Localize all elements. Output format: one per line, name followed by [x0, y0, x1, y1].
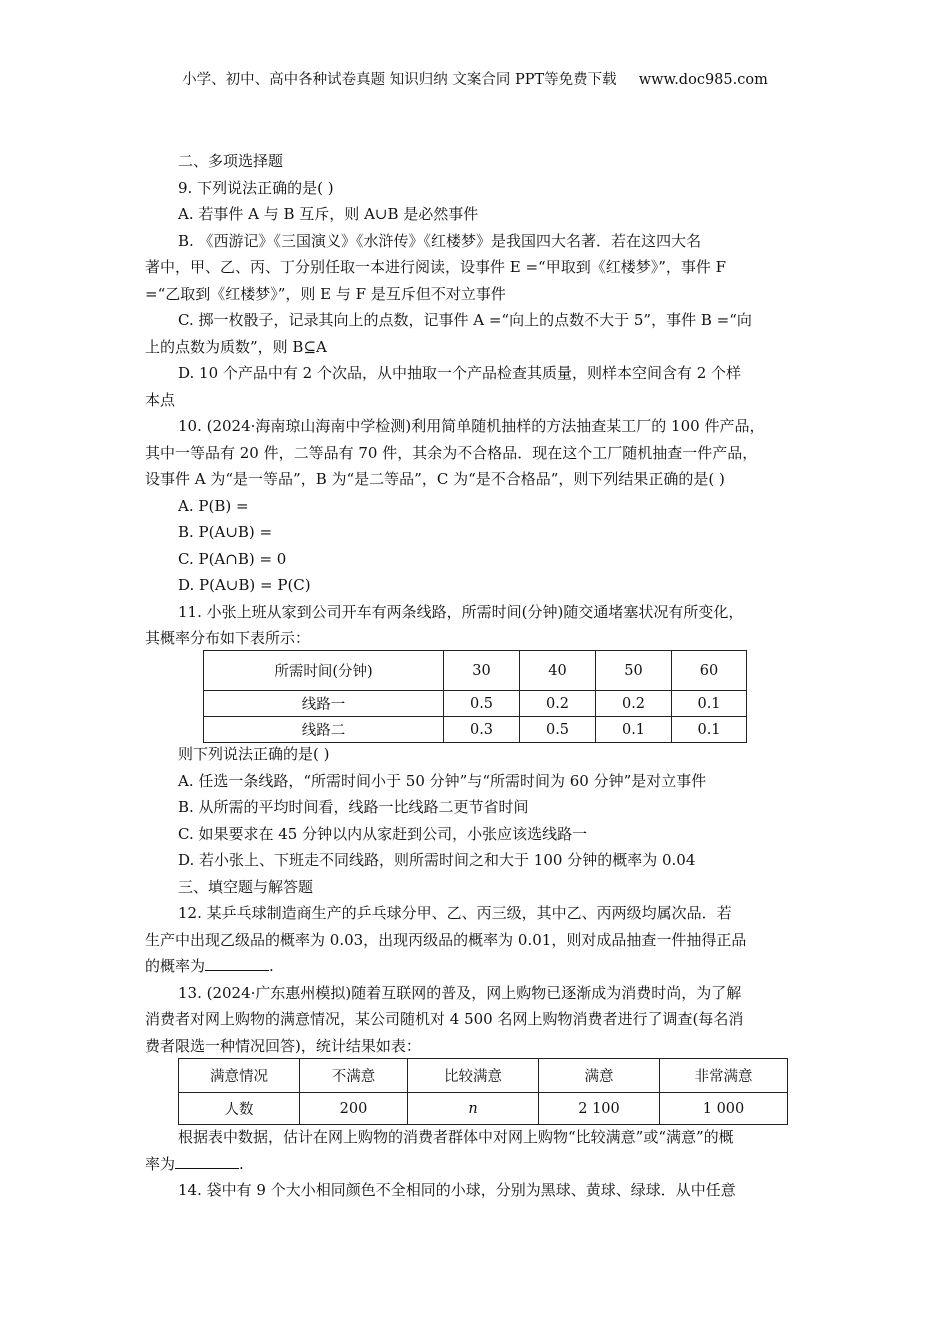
table-header-row	[179, 1059, 788, 1093]
q13-stem: 费者限选一种情况回答)，统计结果如表：	[145, 1036, 421, 1055]
q9-option-d: D. 10 个产品中有 2 个次品，从中抽取一个产品检查其质量，则样本空间含有 2 个样	[178, 364, 742, 382]
table-cell: 满意情况	[179, 1059, 300, 1093]
answer-blank[interactable]	[175, 1152, 239, 1169]
table-cell: 30	[444, 651, 520, 691]
q11-table	[203, 650, 747, 743]
table-cell: 0.2	[596, 691, 672, 717]
q13-text: 率为	[145, 1154, 176, 1173]
q9-stem: 9. 下列说法正确的是( )	[178, 178, 334, 197]
table-cell: 0.1	[596, 717, 672, 743]
questions-part-1	[145, 148, 807, 652]
table-cell: 线路二	[204, 717, 444, 743]
table-cell: 1 000	[660, 1093, 788, 1125]
table-cell: 60	[672, 651, 747, 691]
q9-option-b: 著中，甲、乙、丙、丁分别任取一本进行阅读，设事件 E =“甲取到《红楼梦》”，事件 F	[145, 258, 727, 276]
q13-table	[178, 1058, 788, 1125]
table-cell: 0.5	[520, 717, 596, 743]
q10-option-a: A. P(B) =	[178, 496, 249, 515]
table-header-row	[204, 651, 747, 691]
q10-option-c: C. P(A∩B) = 0	[178, 549, 287, 568]
page-header	[0, 68, 950, 89]
section-heading: 二、多项选择题	[178, 152, 284, 170]
q13-stem: 13. (2024·广东惠州模拟)随着互联网的普及，网上购物已逐渐成为消费时尚，为了解	[178, 983, 742, 1002]
table-cell: 50	[596, 651, 672, 691]
header-text: 小学、初中、高中各种试卷真题 知识归纳 文案合同 PPT等免费下载	[182, 72, 617, 88]
q11-stem: 11. 小张上班从家到公司开车有两条线路，所需时间(分钟)随交通堵塞状况有所变化，	[178, 602, 744, 621]
q10-option-d: D. P(A∪B) = P(C)	[178, 576, 311, 594]
q10-option-b: B. P(A∪B) =	[178, 523, 273, 541]
table-cell: 不满意	[300, 1059, 408, 1093]
table-cell: n	[408, 1093, 539, 1125]
q10-stem: 10. (2024·海南琼山海南中学检测)利用简单随机抽样的方法抽查某工厂的 100 件产品，	[178, 417, 765, 435]
table-row	[204, 717, 747, 743]
q10-stem: 设事件 A 为“是一等品”，B 为“是二等品”，C 为“是不合格品”，则下列结果正确的是( )	[145, 470, 725, 488]
table-cell: 人数	[179, 1093, 300, 1125]
q11-option-a: A. 任选一条线路，“所需时间小于 50 分钟”与“所需时间为 60 分钟”是对立事件	[178, 771, 707, 790]
table-cell: 所需时间(分钟)	[204, 651, 444, 691]
q13-stem: 消费者对网上购物的满意情况，某公司随机对 4 500 名网上购物消费者进行了调查(每名消	[145, 1010, 744, 1028]
table-cell: 非常满意	[660, 1059, 788, 1093]
questions-part-3: 根据表中数据，估计在网上购物的消费者群体中对网上购物“比较满意”或“满意”的概 率为 . 14. 袋中有 9 个大小相同颜色不全相同的小球，分别为黑球、黄球、绿球．从中任意	[145, 1124, 807, 1204]
table-cell: 2 100	[539, 1093, 660, 1125]
table-row	[204, 691, 747, 717]
table-cell: 0.3	[444, 717, 520, 743]
q14-stem: 14. 袋中有 9 个大小相同颜色不全相同的小球，分别为黑球、黄球、绿球．从中任意	[178, 1181, 736, 1199]
table-cell: 200	[300, 1093, 408, 1125]
table-cell: 0.1	[672, 691, 747, 717]
questions-part-2: 则下列说法正确的是( ) A. 任选一条线路，“所需时间小于 50 分钟”与“所需时间为 60 分钟”是对立事件 B. 从所需的平均时间看，线路一比线路二更节省时间 C. 如果要求在 45 分钟以内从家赶到公司，小张应该选线路一 D. 若小张上、下班走不同线路，则所需时间之和大于 100 分钟的概率为 0.04 三、填空题与解答题 12. 某乒乓球制造商生产的乒乓球分甲、乙、丙三级，其中乙、丙两级均属次品．若 生产中出现乙级品的概率为 0.03，出现丙级品的概率为 0.01，则对成品抽查一件抽得正品 的概率为 . 13. (2024·广东惠州模拟)随着互联网的普及，网上购物已逐渐成为消费时尚，为了解 消费者对网上购物的满意情况，某公司随机对 4 500 名网上购物消费者进行了调查(每名消 费者限选一种情况回答)，统计结果如表：	[145, 741, 807, 1059]
q9-option-c: 上的点数为质数”，则 B⊆A	[145, 337, 327, 356]
q9-option-b: B. 《西游记》《三国演义》《水浒传》《红楼梦》是我国四大名著．若在这四大名	[178, 231, 702, 250]
header-url[interactable]: www.doc985.com	[638, 72, 768, 88]
q9-option-a: A. 若事件 A 与 B 互斥，则 A∪B 是必然事件	[178, 205, 479, 223]
q12-text: 的概率为	[145, 957, 206, 975]
q11-option-b: B. 从所需的平均时间看，线路一比线路二更节省时间	[178, 798, 529, 816]
table-cell: 0.2	[520, 691, 596, 717]
q11-ask: 则下列说法正确的是( )	[178, 745, 330, 763]
q11-stem: 其概率分布如下表所示：	[145, 629, 311, 647]
q11-option-d: D. 若小张上、下班走不同线路，则所需时间之和大于 100 分钟的概率为 0.04	[178, 851, 696, 869]
table-cell: 40	[520, 651, 596, 691]
q10-stem: 其中一等品有 20 件，二等品有 70 件，其余为不合格品．现在这个工厂随机抽查一件产品，	[145, 443, 758, 462]
table-cell: 0.1	[672, 717, 747, 743]
q12-text: 生产中出现乙级品的概率为 0.03，出现丙级品的概率为 0.01，则对成品抽查一件抽得正品	[145, 930, 747, 949]
table-cell: 比较满意	[408, 1059, 539, 1093]
table-cell: 满意	[539, 1059, 660, 1093]
q9-option-d: 本点	[145, 390, 176, 409]
q13-text: 根据表中数据，估计在网上购物的消费者群体中对网上购物“比较满意”或“满意”的概	[178, 1128, 734, 1146]
q9-option-b: =“乙取到《红楼梦》”，则 E 与 F 是互斥但不对立事件	[145, 284, 506, 303]
table-cell: 线路一	[204, 691, 444, 717]
table-cell: 0.5	[444, 691, 520, 717]
q11-option-c: C. 如果要求在 45 分钟以内从家赶到公司，小张应该选线路一	[178, 824, 588, 843]
table-row	[179, 1093, 788, 1125]
q9-option-c: C. 掷一枚骰子，记录其向上的点数，记事件 A =“向上的点数不大于 5”，事件 B =“向	[178, 311, 752, 329]
answer-blank[interactable]	[205, 954, 269, 971]
section-heading: 三、填空题与解答题	[178, 877, 314, 896]
q12-text: 12. 某乒乓球制造商生产的乒乓球分甲、乙、丙三级，其中乙、丙两级均属次品．若	[178, 904, 732, 922]
